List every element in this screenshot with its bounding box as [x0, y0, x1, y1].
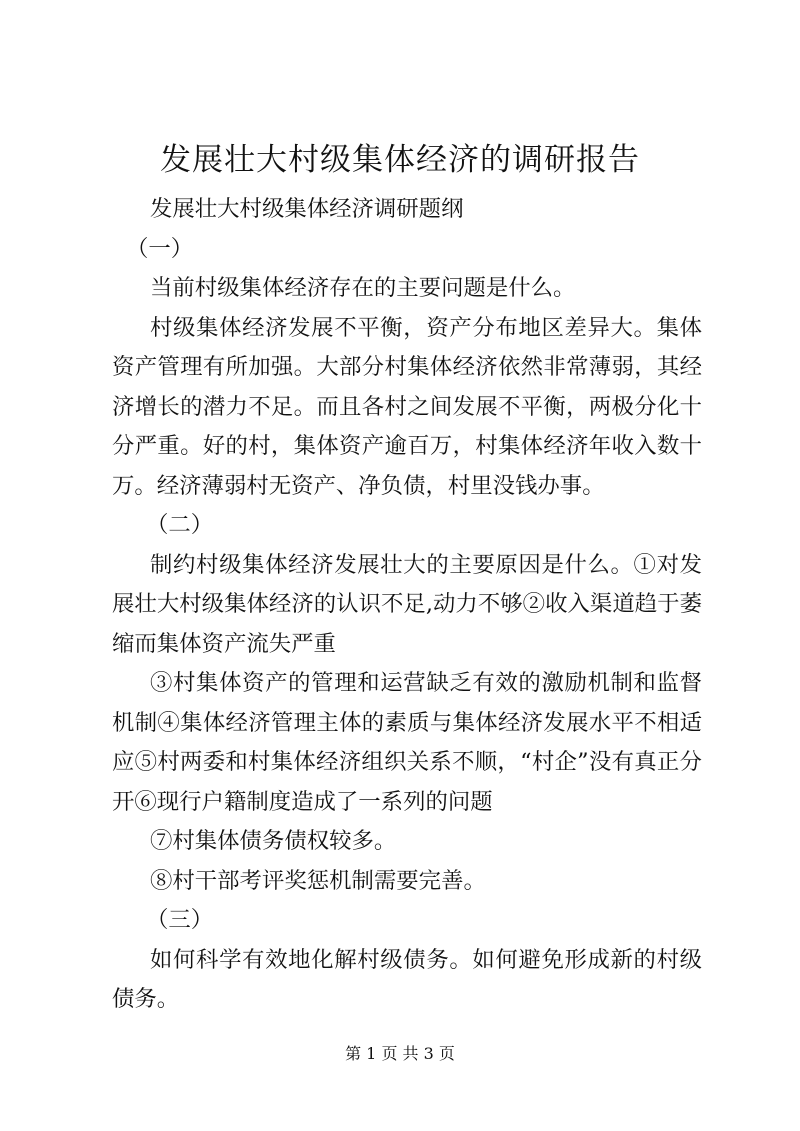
document-title: 发展壮大村级集体经济的调研报告 [160, 142, 640, 178]
section-marker-1: （一） [126, 235, 194, 262]
paragraph-reason-8: ⑧村干部考评奖惩机制需要完善。 [150, 867, 486, 894]
page-footer: 第 1 页 共 3 页 [345, 1044, 455, 1063]
section-marker-3: （三） [146, 907, 214, 933]
paragraph-question-2: 制约村级集体经济发展壮大的主要原因是什么。①对发展壮大村级集体经济的认识不足,动力不够②收入渠道趋于萎缩而集体资产流失严重 [112, 551, 702, 657]
paragraph-outline-heading: 发展壮大村级集体经济调研题纲 [150, 196, 464, 222]
paragraph-reasons-list: ③村集体资产的管理和运营缺乏有效的激励机制和监督机制④集体经济管理主体的素质与集体经济发展水平不相适应⑤村两委和村集体经济组织关系不顺，“村企”没有真正分开⑥现行户籍制度造成了一系列的问题 [112, 670, 702, 815]
paragraph-reason-7: ⑦村集体债务债权较多。 [150, 828, 397, 854]
document-body [112, 190, 702, 1020]
paragraph-question-3: 如何科学有效地化解村级债务。如何避免形成新的村级债务。 [112, 946, 702, 1012]
paragraph-answer-1: 村级集体经济发展不平衡，资产分布地区差异大。集体资产管理有所加强。大部分村集体经济依然非常薄弱，其经济增长的潜力不足。而且各村之间发展不平衡，两极分化十分严重。好的村，集体资产逾百万，村集体经济年收入数十万。经济薄弱村无资产、净负债，村里没钱办事。 [112, 314, 702, 499]
paragraph-question-1: 当前村级集体经济存在的主要问题是什么。 [150, 275, 576, 301]
section-marker-2: （二） [146, 512, 214, 538]
